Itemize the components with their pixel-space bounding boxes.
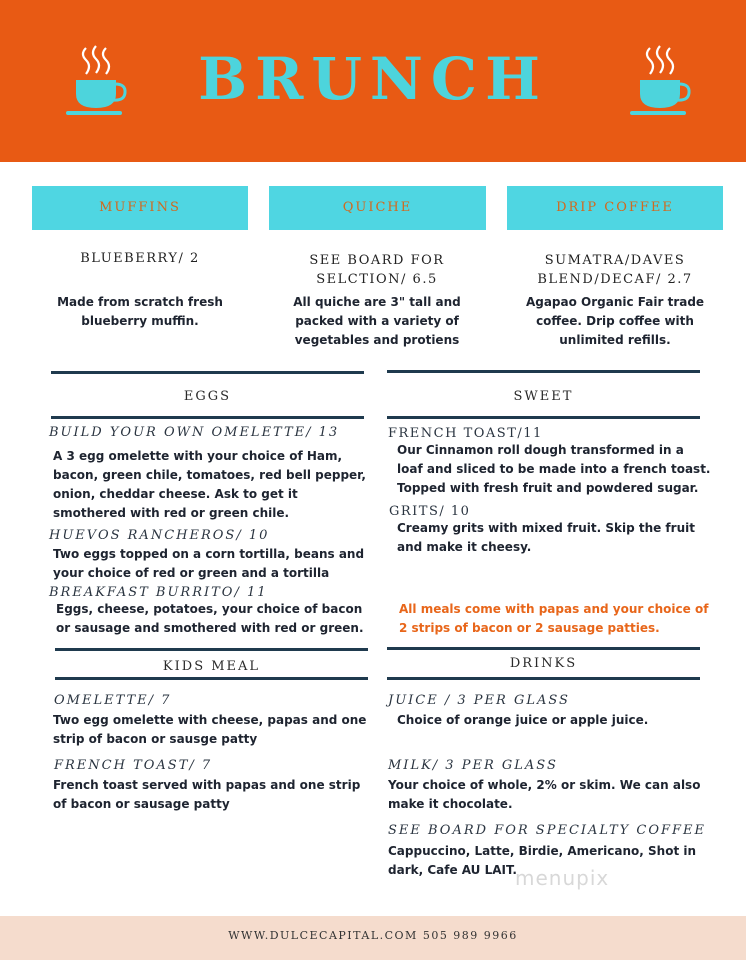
desc-line: dark, Cafe AU LAIT.	[388, 863, 517, 877]
menu-item-title: FRENCH TOAST/11	[388, 426, 543, 441]
desc-line: onion, cheddar cheese. Ask to get it	[53, 487, 298, 501]
section-heading-eggs: EGGS	[183, 389, 232, 404]
desc-line: Choice of orange juice or apple juice.	[397, 713, 649, 727]
coffee-description	[495, 293, 735, 350]
desc-line: A 3 egg omelette with your choice of Ham,	[53, 449, 343, 463]
menu-item-title: MILK/ 3 PER GLASS	[388, 758, 558, 773]
desc-line: French toast served with papas and one strip	[53, 778, 361, 792]
divider	[387, 647, 700, 650]
desc-line: of bacon or sausage patty	[53, 797, 230, 811]
desc-line: loaf and sliced to be made into a french toast.	[397, 462, 711, 476]
desc-line: vegetables and protiens	[294, 333, 460, 347]
section-heading-sweet: SWEET	[513, 389, 574, 404]
desc-line: Made from scratch fresh	[57, 295, 223, 309]
desc-line: Your choice of whole, 2% or skim. We can also	[388, 778, 701, 792]
desc-line: make it chocolate.	[388, 797, 513, 811]
desc-line: All quiche are 3" tall and	[293, 295, 461, 309]
item-name-line: SEE BOARD FOR	[309, 253, 445, 268]
item-name-line: BLUEBERRY/ 2	[80, 251, 200, 266]
menu-item-title: BUILD YOUR OWN OMELETTE/ 13	[49, 425, 340, 440]
desc-line: packed with a variety of	[295, 314, 459, 328]
tab-muffins: MUFFINS	[32, 186, 248, 230]
desc-line: smothered with red or green chile.	[53, 506, 290, 520]
menu-item-description	[53, 711, 383, 749]
divider	[387, 416, 700, 419]
desc-line: Agapao Organic Fair trade	[525, 295, 705, 309]
menu-item-title: JUICE / 3 PER GLASS	[388, 693, 570, 708]
divider	[387, 677, 700, 680]
footer-contact: WWW.DULCECAPITAL.COM 505 989 9966	[228, 929, 518, 942]
menu-item-description	[397, 519, 727, 557]
item-name-line: BLEND/DECAF/ 2.7	[537, 272, 693, 287]
quiche-item-name	[257, 251, 497, 289]
desc-line: or sausage and smothered with red or green.	[56, 621, 364, 635]
divider	[51, 416, 364, 419]
desc-line: Our Cinnamon roll dough transformed in a	[397, 443, 684, 457]
menu-item-title: OMELETTE/ 7	[54, 693, 172, 708]
divider	[55, 648, 368, 651]
tab-drip-coffee: DRIP COFFEE	[507, 186, 723, 230]
menu-item-description	[53, 776, 383, 814]
menu-item-title: FRENCH TOAST/ 7	[54, 758, 213, 773]
menu-item-title: HUEVOS RANCHEROS/ 10	[49, 528, 270, 543]
menu-item-description	[388, 776, 718, 814]
divider	[387, 370, 700, 373]
meals-note	[399, 600, 729, 638]
menu-item-title: SEE BOARD FOR SPECIALTY COFFEE	[388, 823, 706, 838]
desc-line: bacon, green chile, tomatoes, red bell pepper,	[53, 468, 366, 482]
item-name-line: SUMATRA/DAVES	[544, 253, 686, 268]
coffee-item-name	[495, 251, 735, 289]
coffee-cup-icon	[626, 44, 692, 120]
note-line: 2 strips of bacon or 2 sausage patties.	[399, 621, 660, 635]
menu-item-description	[397, 441, 727, 498]
desc-line: Two eggs topped on a corn tortilla, beans and	[53, 547, 365, 561]
tab-quiche: QUICHE	[269, 186, 486, 230]
watermark: menupix	[515, 866, 610, 890]
muffin-description	[20, 293, 260, 331]
desc-line: blueberry muffin.	[81, 314, 199, 328]
muffin-item-name	[20, 249, 260, 268]
page-title: BRUNCH	[198, 45, 548, 113]
quiche-description	[257, 293, 497, 350]
menu-item-description	[56, 600, 376, 638]
item-name-line: SELCTION/ 6.5	[316, 272, 438, 287]
desc-line: and make it cheesy.	[397, 540, 532, 554]
desc-line: your choice of red or green and a tortilla	[53, 566, 330, 580]
section-heading-kids: KIDS MEAL	[162, 659, 261, 674]
divider	[55, 677, 368, 680]
desc-line: strip of bacon or sausge patty	[53, 732, 258, 746]
desc-line: unlimited refills.	[559, 333, 671, 347]
divider	[51, 371, 364, 374]
desc-line: Topped with fresh fruit and powdered sugar.	[397, 481, 699, 495]
menu-item-description	[53, 447, 373, 523]
menu-item-description	[53, 545, 373, 583]
desc-line: Cappuccino, Latte, Birdie, Americano, Shot in	[388, 844, 697, 858]
desc-line: coffee. Drip coffee with	[536, 314, 694, 328]
note-line: All meals come with papas and your choice of	[399, 602, 709, 616]
desc-line: Eggs, cheese, potatoes, your choice of bacon	[56, 602, 363, 616]
menu-item-title: BREAKFAST BURRITO/ 11	[49, 585, 268, 600]
desc-line: Two egg omelette with cheese, papas and one	[53, 713, 367, 727]
menu-item-title: GRITS/ 10	[389, 504, 471, 519]
menu-item-description	[397, 711, 727, 730]
section-heading-drinks: DRINKS	[509, 656, 578, 671]
desc-line: Creamy grits with mixed fruit. Skip the fruit	[397, 521, 695, 535]
